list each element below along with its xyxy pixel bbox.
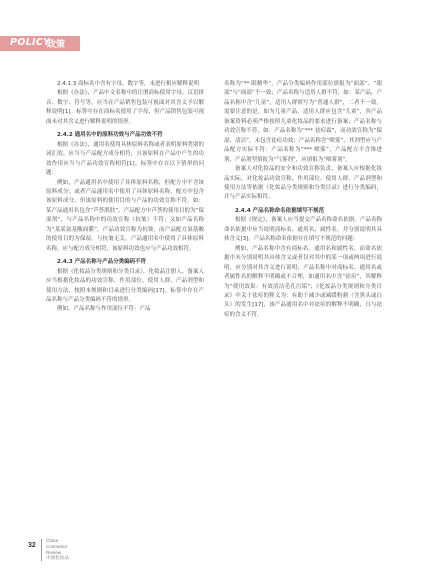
section-heading: 2.4.4 产品名称命名依据填写不规范	[235, 207, 325, 214]
left-column	[46, 80, 204, 315]
body-paragraph: 例如，产品名称与作用部位不符：产品	[57, 306, 151, 313]
page-header	[0, 0, 427, 60]
brand-line: 中国化妆品	[46, 555, 69, 561]
body-paragraph: 备案人对化妆品的安全和功效宣称负责，备案人应根据化妆品实际，对化妆品功效宣称、作用部位、使用人群、产品剂型和使用方法等依据《化妆品分类规则和分类目录》进行分类编码，并与产品实际相符。	[224, 166, 382, 201]
body-paragraph: 根据《化妆品分类规则和分类目录》，化妆品注册人、备案人应当根据化妆品的功效宣称、作用部位、使用人群、产品剂型和使用方法，按照本规则和目录进行分类编码[17]。标签中存在产品名称与产品分类编码不符的情形。	[46, 268, 204, 303]
section-heading: 2.4.2 通用名中的原料功效与产品功效不符	[57, 132, 163, 139]
policy-section-label: 政策	[47, 40, 66, 50]
body-paragraph: 根据《办法》，产品中文名称中的注册商标使用字母、汉语拼音、数字、符号等，应当在产品销售包装可视面对其含义予以解释说明[1]。标签中存在商标名使用了字母，但产品销售包装可视面未对其含义进行解释说明的情形。	[46, 90, 204, 125]
body-paragraph: 2.4.1.3 商标名中含有字母、数字等，未进行相应解释说明	[57, 81, 199, 87]
policy-section-tab	[0, 36, 80, 51]
body-paragraph: 根据《规定》，备案人应当提交产品名称命名依据。产品名称命名依据中应当说明商标名、通用名、属性名，并分别说明其具体含义[3]。产品名称命名依据存在填写不规范的问题：	[224, 217, 382, 243]
brand-line: Cosmetics	[46, 543, 68, 549]
page-number: 32	[28, 542, 36, 549]
right-column	[224, 80, 382, 320]
body-paragraph: 根据《办法》，通用名使用具体原料名称或者表明原料类别的词汇的，应当与产品配方成分相符，且该原料在产品中产生的功效作用应当与产品功效宣称相符[1]。标签中存在以下情形的问题：	[46, 141, 204, 177]
body-paragraph: 名称为“** 眼精华”，产品分类编码作用部位填报为“面部”、“眼部”与“面部”不一致；产品名称与适用人群不符，如：某产品，产品名称中含“儿童”，适用人群填写为“普通人群”，二者不一致。需要注意的是，如为儿童产品，适用人群应包含“儿童”，其产品备案资料必须严格按照儿童化妆品的要求进行备案；产品名称与功效宣称不符，如：产品名称为“*** 祛痘霜”，而功效宣称为“保湿、清洁”，未包含祛痘功效；产品名称含“喷雾”，其剂型应与产品配方实际不符：产品名称为“*** 喷雾”，产品配方不含推进剂，产品剂型填报为“气雾剂”，应填报为“喷雾剂”。	[224, 81, 382, 163]
policy-label: POLICY	[10, 37, 51, 48]
body-paragraph: 例如，产品名称中含有商标名、通用名和属性名，而命名依据中未分别说明其具体含义或者仅对其中的某一项或两项进行说明，应分别对其含义进行说明；产品名称中对商标名、通用名或者属性名的解释不明确或不合理，如通用名中含“祛痘”，其解释为“使用效果：有效清洁毛孔污垢”；《化妆品分类规则和分类目录》中关于祛痘的释义为：有助于减少或减缓粉刺（含黑头或白头）的发生[17]，该产品通用名中对祛痘的解释不明确，且与祛痘的含义不符。	[224, 245, 382, 318]
footer-divider	[41, 539, 42, 561]
magazine-brand	[46, 538, 106, 561]
section-heading: 2.4.3 产品名称与产品分类编码不符	[57, 259, 147, 266]
brand-line: Review	[46, 549, 62, 555]
brand-line: China	[46, 538, 59, 543]
body-paragraph: 例如，产品通用名中使用了具体原料名称，但配方中不含该原料成分；或者产品通用名中使用了具体原料名称，配方中包含该原料成分，但该原料的使用目的与产品的功效宣称不符。如：某产品通用名包含“芦荟肌肤”，产品配方中芦荟的使用目的为“保湿剂”，与产品名称中的功效宣称（抗皱）不符；又如产品名称为“某某氨基酸面膜”，产品功效宣称为抗皱，而产品配方氨基酸的使用目的为保湿，与抗皱无关。产品通用名中使用了具体原料名称，应与配方成分相符，该原料功效也应与产品功效相符。	[46, 179, 204, 252]
page-footer	[0, 536, 427, 568]
